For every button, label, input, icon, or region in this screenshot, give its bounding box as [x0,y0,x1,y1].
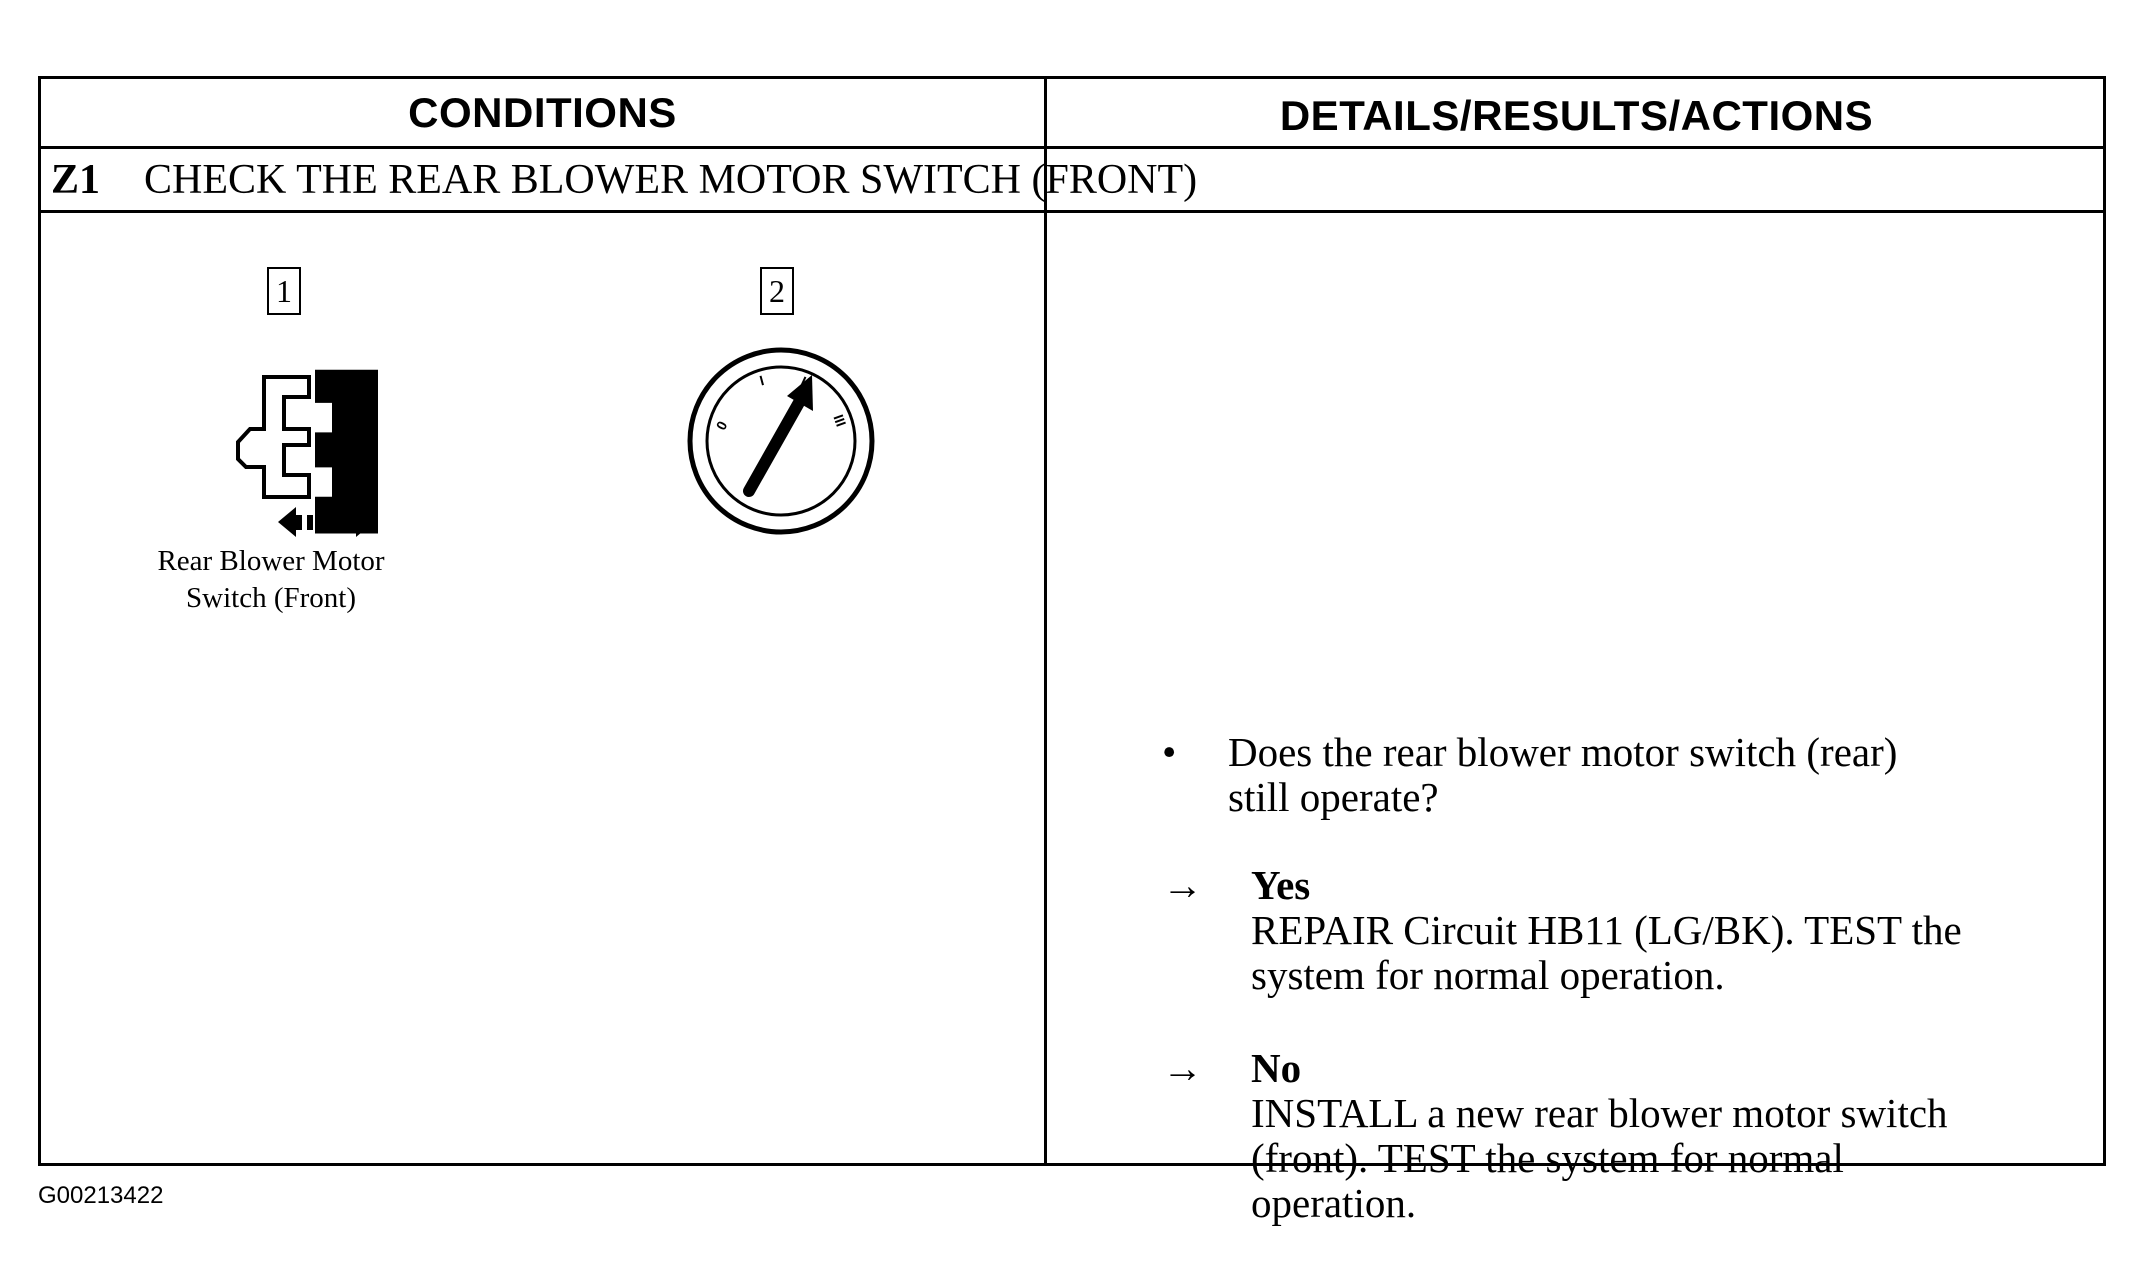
caption-line-2: Switch (Front) [186,582,356,614]
arrow-right-icon: → [1162,862,1203,908]
connector-half-open [238,377,309,497]
no-text: INSTALL a new rear blower motor switch (front). TEST the system for normal operation. [1251,1090,1948,1226]
callout-1: 1 [267,267,301,315]
details-header: DETAILS/RESULTS/ACTIONS [1279,91,1874,139]
step-heading [51,149,1197,210]
question-row [1162,730,2062,820]
no-label: No [1251,1045,1302,1091]
question-text: Does the rear blower motor switch (rear) still operate? [1228,729,1898,820]
yes-answer [1162,863,2092,998]
illustration-caption [141,543,401,617]
dial-mark-1: I [757,372,766,389]
no-answer [1162,1046,2092,1226]
yes-label: Yes [1251,862,1311,908]
conditions-header: CONDITIONS [408,88,677,136]
step-title: CHECK THE REAR BLOWER MOTOR SWITCH (FRONT) [144,156,1198,203]
connector-illustration [186,337,406,547]
bullet-icon: • [1162,729,1177,775]
details-cell [1047,213,2106,1226]
dial-mark-0: 0 [712,418,731,433]
connector-half-solid [315,370,378,534]
step-id: Z1 [51,156,101,203]
arrow-right-icon: → [1162,1045,1203,1091]
yes-text: REPAIR Circuit HB11 (LG/BK). TEST the system for normal operation. [1251,907,1962,998]
figure-id: G00213422 [38,1182,164,1209]
dial-mark-2: II [798,373,813,391]
rotary-switch-dial [681,341,881,541]
callout-2: 2 [760,267,794,315]
caption-line-1: Rear Blower Motor [157,545,385,577]
dial-mark-3: III [830,412,850,429]
